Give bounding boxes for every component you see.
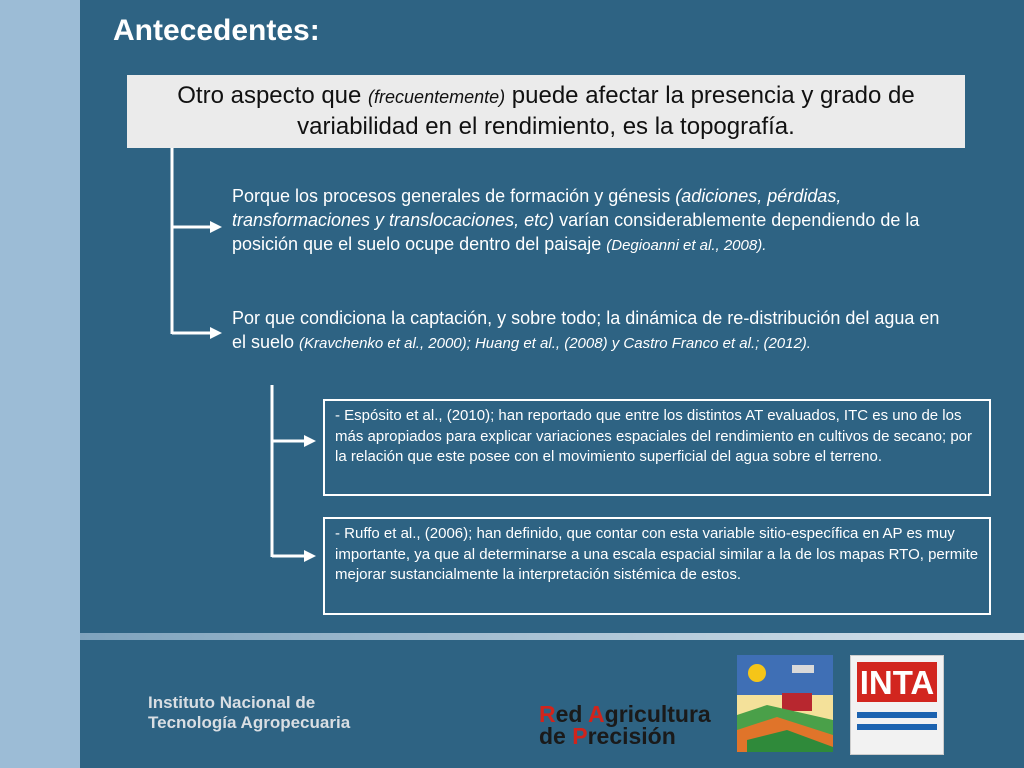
inta-logo-label: INTA bbox=[857, 662, 937, 702]
rap-line-1: Red Agricultura bbox=[539, 701, 711, 727]
precision-agriculture-image bbox=[737, 655, 833, 752]
point-1-text-1: Porque los procesos generales de formación y génesis bbox=[232, 186, 676, 206]
inta-logo bbox=[850, 655, 944, 755]
point-1-italic: (adiciones, pérdidas, transformaciones y translocaciones, etc) bbox=[232, 186, 842, 230]
intro-italic: (frecuentemente) bbox=[368, 87, 506, 107]
intro-box bbox=[127, 75, 965, 148]
point-2 bbox=[232, 306, 952, 356]
point-1-citation: (Degioanni et al., 2008). bbox=[606, 237, 767, 254]
intro-text-1: Otro aspecto que bbox=[177, 82, 369, 109]
inta-stripe-1 bbox=[857, 712, 937, 718]
point-2-text: Por que condiciona la captación, y sobre todo; la dinámica de re-distribución del agua en el suelo bbox=[232, 308, 940, 352]
box-2-text: - Ruffo et al., (2006); han definido, que contar con esta variable sitio-específica en AP es muy importante, ya que al determinarse a una escala espacial similar a la de los mapas RTO, permite mejorar sustancialmente la interpretación sistémica de estos. bbox=[335, 525, 979, 583]
inta-stripe-2 bbox=[857, 724, 937, 730]
point-1-text-2: varían considerablemente dependiendo de la posición que el suelo ocupe dentro del paisaje bbox=[232, 210, 920, 254]
institute-line-2: Tecnología Agropecuaria bbox=[148, 713, 351, 732]
red-agricultura-logo bbox=[539, 703, 711, 747]
slide-title: Antecedentes: bbox=[113, 14, 320, 47]
rap-line-2: de Precisión bbox=[539, 723, 676, 749]
inta-institute-name bbox=[148, 693, 350, 733]
left-sidebar-band bbox=[0, 0, 80, 768]
point-1 bbox=[232, 184, 977, 258]
footer-stripe bbox=[80, 633, 1024, 640]
box-1-text: - Espósito et al., (2010); han reportado que entre los distintos AT evaluados, ITC es uno de los más apropiados para explicar variaciones espaciales del rendimiento en cultivos de secano; por la relación que este posee con el movimiento superficial del agua sobre el terreno. bbox=[335, 407, 973, 465]
point-2-citation: (Kravchenko et al., 2000); Huang et al., (2008) y Castro Franco et al.; (2012). bbox=[299, 335, 811, 352]
intro-text-2: puede afectar la presencia y grado de variabilidad en el rendimiento, es la topografía. bbox=[297, 82, 915, 140]
institute-line-1: Instituto Nacional de bbox=[148, 693, 316, 712]
reference-box-esposito bbox=[323, 399, 991, 496]
reference-box-ruffo bbox=[323, 517, 991, 615]
